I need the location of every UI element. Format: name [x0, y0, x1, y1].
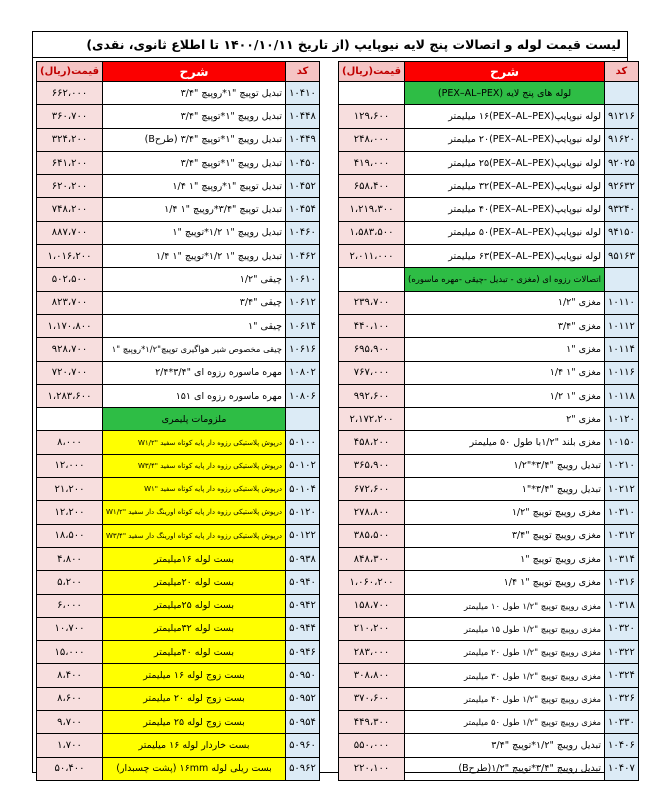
product-description: مهره ماسوره رزوه ای ۱۵۱: [103, 384, 286, 407]
product-price: ۱۸،۵۰۰: [37, 524, 103, 547]
table-row: [339, 314, 639, 337]
table-row: [339, 384, 639, 407]
product-description: مغزی روپیچ توپیچ "۳/۴: [405, 524, 605, 547]
product-price: ۴۴۰،۱۰۰: [339, 314, 405, 337]
product-code: ۹۱۲۱۶: [605, 105, 639, 128]
product-description: بست لوله ۱۶میلیمتر: [103, 547, 286, 570]
table-row: [37, 664, 320, 687]
table-row: [339, 338, 639, 361]
product-price: ۹۲۸،۷۰۰: [37, 338, 103, 361]
table-row: [339, 291, 639, 314]
product-price: ۴۴۹،۳۰۰: [339, 711, 405, 734]
price-column-header: قیمت(ریال): [37, 62, 103, 82]
product-code: ۱۰۶۱۰: [286, 268, 320, 291]
product-price: ۳۲۴،۲۰۰: [37, 128, 103, 151]
table-row: [339, 757, 639, 780]
table-row: [37, 594, 320, 617]
table-row: [37, 734, 320, 757]
product-price: ۶۶۲،۰۰۰: [37, 82, 103, 105]
product-code: ۵۰۱۰۲: [286, 454, 320, 477]
product-code: ۱۰۳۱۰: [605, 501, 639, 524]
left-price-table-container: [36, 61, 320, 781]
product-code: ۱۰۲۱۰: [605, 454, 639, 477]
product-price: ۱،۰۱۶،۲۰۰: [37, 245, 103, 268]
product-description: بست لوله ۲۵میلیمتر: [103, 594, 286, 617]
product-price: ۷۴۸،۲۰۰: [37, 198, 103, 221]
description-column-header: شرح: [405, 62, 605, 82]
product-description: تبدیل روپیچ "۱*توپیچ "۳/۴: [103, 105, 286, 128]
product-price: ۳۶۵،۹۰۰: [339, 454, 405, 477]
product-description: مغزی "۱ ۱/۴: [405, 361, 605, 384]
table-row: [37, 221, 320, 244]
product-code: ۵۰۱۰۰: [286, 431, 320, 454]
product-price: ۲۱،۲۰۰: [37, 478, 103, 501]
product-price: ۱،۰۶۰،۲۰۰: [339, 571, 405, 594]
product-price: [37, 408, 103, 431]
table-row: [339, 221, 639, 244]
section-heading: اتصالات رزوه ای (مغزی - تبدیل -چیقی -مهره ماسوره): [405, 268, 605, 291]
table-row: [339, 268, 639, 291]
table-row: [37, 128, 320, 151]
product-price: ۴۱۹،۰۰۰: [339, 151, 405, 174]
product-code: ۹۲۶۳۲: [605, 175, 639, 198]
product-price: [339, 268, 405, 291]
table-row: [339, 571, 639, 594]
product-description: تبدیل روپیچ "۳/۴*"۱/۲: [405, 454, 605, 477]
product-price: ۴،۸۰۰: [37, 547, 103, 570]
product-code: ۱۰۴۰۶: [605, 734, 639, 757]
product-price: ۶،۰۰۰: [37, 594, 103, 617]
product-price: ۴۵۸،۲۰۰: [339, 431, 405, 454]
product-price: ۵،۲۰۰: [37, 571, 103, 594]
table-row: [339, 734, 639, 757]
product-code: ۱۰۲۱۲: [605, 478, 639, 501]
table-row: [339, 664, 639, 687]
left-table-body: [37, 82, 320, 781]
product-code: ۱۰۱۱۶: [605, 361, 639, 384]
price-column-header: قیمت(ریال): [339, 62, 405, 82]
table-row: [339, 431, 639, 454]
product-code: ۱۰۱۲۰: [605, 408, 639, 431]
product-description: مغزی "۱: [405, 338, 605, 361]
page-title: لیست قیمت لوله و اتصالات پنج لایه نیوپایپ (از تاریخ ۱۴۰۰/۱۰/۱۱ تا اطلاع ثانوی، نقدی): [33, 32, 627, 58]
product-code: ۵۰۹۶۲: [286, 757, 320, 780]
table-row: [37, 501, 320, 524]
product-description: مغزی روپیچ توپیچ "۱: [405, 547, 605, 570]
product-description: لوله نیوپایپ(PEX–AL–PEX)۶۳ میلیمتر: [405, 245, 605, 268]
product-code: ۱۰۳۱۸: [605, 594, 639, 617]
right-price-table-container: [338, 61, 635, 781]
product-code: ۱۰۴۶۰: [286, 221, 320, 244]
table-row: [339, 711, 639, 734]
product-code: ۱۰۶۱۴: [286, 314, 320, 337]
price-list-sheet: [32, 31, 635, 775]
product-code: ۱۰۳۲۴: [605, 664, 639, 687]
table-row: [339, 687, 639, 710]
product-description: مغزی روپیچ توپیچ "۱/۲ طول ۲۰ میلیمتر: [405, 641, 605, 664]
table-row: [339, 478, 639, 501]
product-price: ۱۲،۲۰۰: [37, 501, 103, 524]
product-code: ۱۰۱۱۴: [605, 338, 639, 361]
product-description: درپوش پلاستیکی رزوه دار پایه کوتاه سفید "W۳/۴: [103, 454, 286, 477]
product-description: چیقی مخصوص شیر هواگیری توپیچ"۱/۲*روپیچ "۱: [103, 338, 286, 361]
product-description: مغزی "۳/۴: [405, 314, 605, 337]
product-description: بست زوج لوله ۲۵ میلیمتر: [103, 711, 286, 734]
product-description: تبدیل روپیچ "۳/۴*توپیچ "۱/۲(طرحB): [405, 757, 605, 780]
product-description: لوله نیوپایپ(PEX–AL–PEX)۲۵ میلیمتر: [405, 151, 605, 174]
product-description: لوله نیوپایپ(PEX–AL–PEX)۱۶ میلیمتر: [405, 105, 605, 128]
table-row: [37, 757, 320, 780]
table-row: [37, 105, 320, 128]
table-row: [37, 82, 320, 105]
table-row: [37, 454, 320, 477]
product-price: ۲،۱۷۲،۲۰۰: [339, 408, 405, 431]
product-description: تبدیل توپیچ "۳/۴*روپیچ "۱ ۱/۴: [103, 198, 286, 221]
product-price: ۲۷۸،۸۰۰: [339, 501, 405, 524]
product-description: مغزی "۱/۲: [405, 291, 605, 314]
table-row: [37, 478, 320, 501]
product-code: ۱۰۳۱۴: [605, 547, 639, 570]
table-row: [37, 361, 320, 384]
table-row: [339, 105, 639, 128]
product-code: [605, 268, 639, 291]
table-row: [37, 338, 320, 361]
product-description: درپوش پلاستیکی رزوه دار پایه کوتاه سفید "W۱/۲: [103, 431, 286, 454]
table-row: [339, 198, 639, 221]
product-code: ۵۰۱۲۲: [286, 524, 320, 547]
product-price: ۸۴۸،۳۰۰: [339, 547, 405, 570]
table-header-row: [339, 62, 639, 82]
product-description: مغزی "۲: [405, 408, 605, 431]
product-code: ۵۰۹۳۸: [286, 547, 320, 570]
product-price: ۲۸۳،۰۰۰: [339, 641, 405, 664]
product-description: تبدیل روپیچ "۱/۲*توپیچ "۳/۴: [405, 734, 605, 757]
product-price: ۱،۱۷۰،۸۰۰: [37, 314, 103, 337]
code-column-header: کد: [286, 62, 320, 82]
product-description: بست لوله ۲۰میلیمتر: [103, 571, 286, 594]
product-price: ۹،۷۰۰: [37, 711, 103, 734]
product-price: ۶۹۵،۹۰۰: [339, 338, 405, 361]
table-row: [37, 198, 320, 221]
product-code: ۹۱۶۲۰: [605, 128, 639, 151]
description-column-header: شرح: [103, 62, 286, 82]
product-code: ۱۰۴۶۲: [286, 245, 320, 268]
product-description: مغزی روپیچ توپیچ "۱/۲ طول ۱۵ میلیمتر: [405, 617, 605, 640]
product-price: ۱،۲۸۳،۶۰۰: [37, 384, 103, 407]
table-row: [339, 524, 639, 547]
product-code: ۱۰۸۰۶: [286, 384, 320, 407]
product-description: تبدیل توپیچ "۱*روپیچ "۱ ۱/۴: [103, 175, 286, 198]
table-row: [339, 617, 639, 640]
table-row: [339, 245, 639, 268]
product-price: ۵۰،۴۰۰: [37, 757, 103, 780]
product-price: ۱۵،۰۰۰: [37, 641, 103, 664]
product-price: ۸۸۷،۷۰۰: [37, 221, 103, 244]
product-code: ۱۰۳۲۶: [605, 687, 639, 710]
code-column-header: کد: [605, 62, 639, 82]
table-row: [37, 291, 320, 314]
section-heading: ملزومات پلیمری: [103, 408, 286, 431]
product-price: ۱،۲۱۹،۳۰۰: [339, 198, 405, 221]
product-description: بست لوله ۴۰میلیمتر: [103, 641, 286, 664]
table-row: [37, 408, 320, 431]
product-description: تبدیل روپیچ "۱ ۱/۲*توپیچ "۱: [103, 221, 286, 244]
product-description: تبدیل روپیچ "۱ ۱/۲*توپیچ "۱ ۱/۴: [103, 245, 286, 268]
product-code: ۱۰۴۰۷: [605, 757, 639, 780]
product-description: بست لوله ۳۲میلیمتر: [103, 617, 286, 640]
product-price: ۱۲،۰۰۰: [37, 454, 103, 477]
product-code: ۱۰۱۵۰: [605, 431, 639, 454]
product-description: مغزی روپیچ توپیچ "۱/۲ طول ۳۰ میلیمتر: [405, 664, 605, 687]
product-description: لوله نیوپایپ(PEX–AL–PEX)۳۲ میلیمتر: [405, 175, 605, 198]
product-price: ۱۲۹،۶۰۰: [339, 105, 405, 128]
product-code: ۵۰۹۴۰: [286, 571, 320, 594]
product-price: ۶۵۸،۴۰۰: [339, 175, 405, 198]
product-price: ۸،۶۰۰: [37, 687, 103, 710]
product-description: مغزی روپیچ توپیچ "۱/۲ طول ۵۰ میلیمتر: [405, 711, 605, 734]
table-row: [339, 641, 639, 664]
product-price: ۹۹۲،۶۰۰: [339, 384, 405, 407]
product-code: ۵۰۹۴۴: [286, 617, 320, 640]
product-description: تبدیل روپیچ "۳/۴*"۱: [405, 478, 605, 501]
product-description: مغزی روپیچ توپیچ "۱ ۱/۴: [405, 571, 605, 594]
product-description: لوله نیوپایپ(PEX–AL–PEX)۲۰ میلیمتر: [405, 128, 605, 151]
product-code: ۱۰۱۱۲: [605, 314, 639, 337]
product-description: درپوش پلاستیکی رزوه دار پایه کوتاه اورینگ دار سفید "W۱/۲: [103, 501, 286, 524]
table-row: [37, 641, 320, 664]
product-code: ۹۳۲۴۰: [605, 198, 639, 221]
right-table-body: [339, 82, 639, 781]
product-code: ۱۰۳۲۰: [605, 617, 639, 640]
product-price: ۷۶۷،۰۰۰: [339, 361, 405, 384]
table-row: [37, 245, 320, 268]
product-price: ۳۷۰،۶۰۰: [339, 687, 405, 710]
product-description: مغزی روپیچ توپیچ "۱/۲ طول ۴۰ میلیمتر: [405, 687, 605, 710]
product-code: ۱۰۱۱۰: [605, 291, 639, 314]
product-description: درپوش پلاستیکی رزوه دار پایه کوتاه اورینگ دار سفید "W۳/۴: [103, 524, 286, 547]
product-code: ۱۰۳۱۲: [605, 524, 639, 547]
left-price-table: [36, 61, 320, 781]
product-price: ۱،۵۸۳،۵۰۰: [339, 221, 405, 244]
table-row: [37, 151, 320, 174]
product-description: بست خاردار لوله ۱۶ میلیمتر: [103, 734, 286, 757]
product-code: ۵۰۹۴۲: [286, 594, 320, 617]
product-code: ۱۰۳۱۶: [605, 571, 639, 594]
table-row: [339, 408, 639, 431]
product-description: تبدیل روپیچ "۱*توپیچ "۳/۴ (طرحB): [103, 128, 286, 151]
table-row: [339, 151, 639, 174]
product-price: ۲،۰۱۱،۰۰۰: [339, 245, 405, 268]
product-description: بست ریلی لوله ۱۶mm (پشت چسبدار): [103, 757, 286, 780]
table-row: [37, 687, 320, 710]
table-row: [339, 361, 639, 384]
product-description: مغزی روپیچ توپیچ "۱/۲: [405, 501, 605, 524]
product-code: ۱۰۸۰۲: [286, 361, 320, 384]
table-row: [37, 571, 320, 594]
product-code: [286, 408, 320, 431]
table-row: [339, 501, 639, 524]
table-row: [37, 314, 320, 337]
product-description: تبدیل روپیچ "۱*توپیچ "۳/۴: [103, 151, 286, 174]
table-row: [37, 547, 320, 570]
table-row: [37, 617, 320, 640]
right-price-table: [338, 61, 639, 781]
product-price: ۱۵۸،۷۰۰: [339, 594, 405, 617]
table-row: [339, 594, 639, 617]
table-row: [37, 175, 320, 198]
product-code: ۵۰۹۵۰: [286, 664, 320, 687]
product-price: ۳۸۵،۵۰۰: [339, 524, 405, 547]
product-code: ۱۰۴۵۰: [286, 151, 320, 174]
product-description: چیقی "۱/۲: [103, 268, 286, 291]
product-price: ۵۵۰،۰۰۰: [339, 734, 405, 757]
table-row: [37, 711, 320, 734]
product-price: ۲۴۸،۰۰۰: [339, 128, 405, 151]
product-description: لوله نیوپایپ(PEX–AL–PEX)۴۰ میلیمتر: [405, 198, 605, 221]
product-code: ۱۰۴۱۰: [286, 82, 320, 105]
product-price: ۶۲۰،۲۰۰: [37, 175, 103, 198]
product-price: ۱۰،۷۰۰: [37, 617, 103, 640]
table-row: [339, 128, 639, 151]
product-description: چیقی "۱: [103, 314, 286, 337]
product-description: درپوش پلاستیکی رزوه دار پایه کوتاه سفید "W۱: [103, 478, 286, 501]
table-header-row: [37, 62, 320, 82]
product-price: ۶۷۲،۶۰۰: [339, 478, 405, 501]
table-row: [339, 175, 639, 198]
product-code: ۵۰۱۰۴: [286, 478, 320, 501]
product-price: [339, 82, 405, 105]
product-price: ۲۲۰،۱۰۰: [339, 757, 405, 780]
product-code: ۵۰۹۵۴: [286, 711, 320, 734]
product-price: ۳۰۸،۸۰۰: [339, 664, 405, 687]
product-code: ۵۰۱۲۰: [286, 501, 320, 524]
product-price: ۱،۷۰۰: [37, 734, 103, 757]
product-price: ۳۶۰،۷۰۰: [37, 105, 103, 128]
product-code: [605, 82, 639, 105]
product-code: ۱۰۴۵۲: [286, 175, 320, 198]
product-price: ۲۳۹،۷۰۰: [339, 291, 405, 314]
product-code: ۱۰۶۱۶: [286, 338, 320, 361]
product-description: مهره ماسوره رزوه ای "۳/۴*۲/۴: [103, 361, 286, 384]
product-code: ۹۵۱۶۳: [605, 245, 639, 268]
product-description: مغزی بلند "۱/۲با طول ۵۰ میلیمتر: [405, 431, 605, 454]
product-code: ۱۰۱۱۸: [605, 384, 639, 407]
product-description: لوله نیوپایپ(PEX–AL–PEX)۵۰ میلیمتر: [405, 221, 605, 244]
product-code: ۹۴۱۵۰: [605, 221, 639, 244]
product-code: ۵۰۹۵۲: [286, 687, 320, 710]
product-price: ۸،۴۰۰: [37, 664, 103, 687]
product-code: ۱۰۳۲۲: [605, 641, 639, 664]
table-row: [37, 268, 320, 291]
product-description: بست زوج لوله ۲۰ میلیمتر: [103, 687, 286, 710]
product-description: بست زوج لوله ۱۶ میلیمتر: [103, 664, 286, 687]
product-code: ۱۰۴۵۴: [286, 198, 320, 221]
product-price: ۷۲۰،۷۰۰: [37, 361, 103, 384]
table-row: [37, 524, 320, 547]
product-code: ۹۲۰۲۵: [605, 151, 639, 174]
product-price: ۵۰۲،۵۰۰: [37, 268, 103, 291]
product-code: ۱۰۴۴۹: [286, 128, 320, 151]
product-price: ۶۴۱،۲۰۰: [37, 151, 103, 174]
table-row: [339, 82, 639, 105]
product-code: ۵۰۹۴۶: [286, 641, 320, 664]
table-row: [37, 384, 320, 407]
table-row: [339, 454, 639, 477]
product-description: مغزی "۱ ۱/۲: [405, 384, 605, 407]
product-code: ۱۰۶۱۲: [286, 291, 320, 314]
product-description: چیقی "۳/۴: [103, 291, 286, 314]
table-row: [37, 431, 320, 454]
product-code: ۱۰۳۳۰: [605, 711, 639, 734]
section-heading: لوله های پنج لایه (PEX–AL–PEX): [405, 82, 605, 105]
product-price: ۸۲۳،۷۰۰: [37, 291, 103, 314]
product-description: تبدیل توپیچ "۱*روپیچ "۳/۴: [103, 82, 286, 105]
product-code: ۱۰۴۴۸: [286, 105, 320, 128]
product-price: ۸،۰۰۰: [37, 431, 103, 454]
table-row: [339, 547, 639, 570]
product-description: مغزی روپیچ توپیچ "۱/۲ طول ۱۰ میلیمتر: [405, 594, 605, 617]
product-code: ۵۰۹۶۰: [286, 734, 320, 757]
product-price: ۲۱۰،۲۰۰: [339, 617, 405, 640]
